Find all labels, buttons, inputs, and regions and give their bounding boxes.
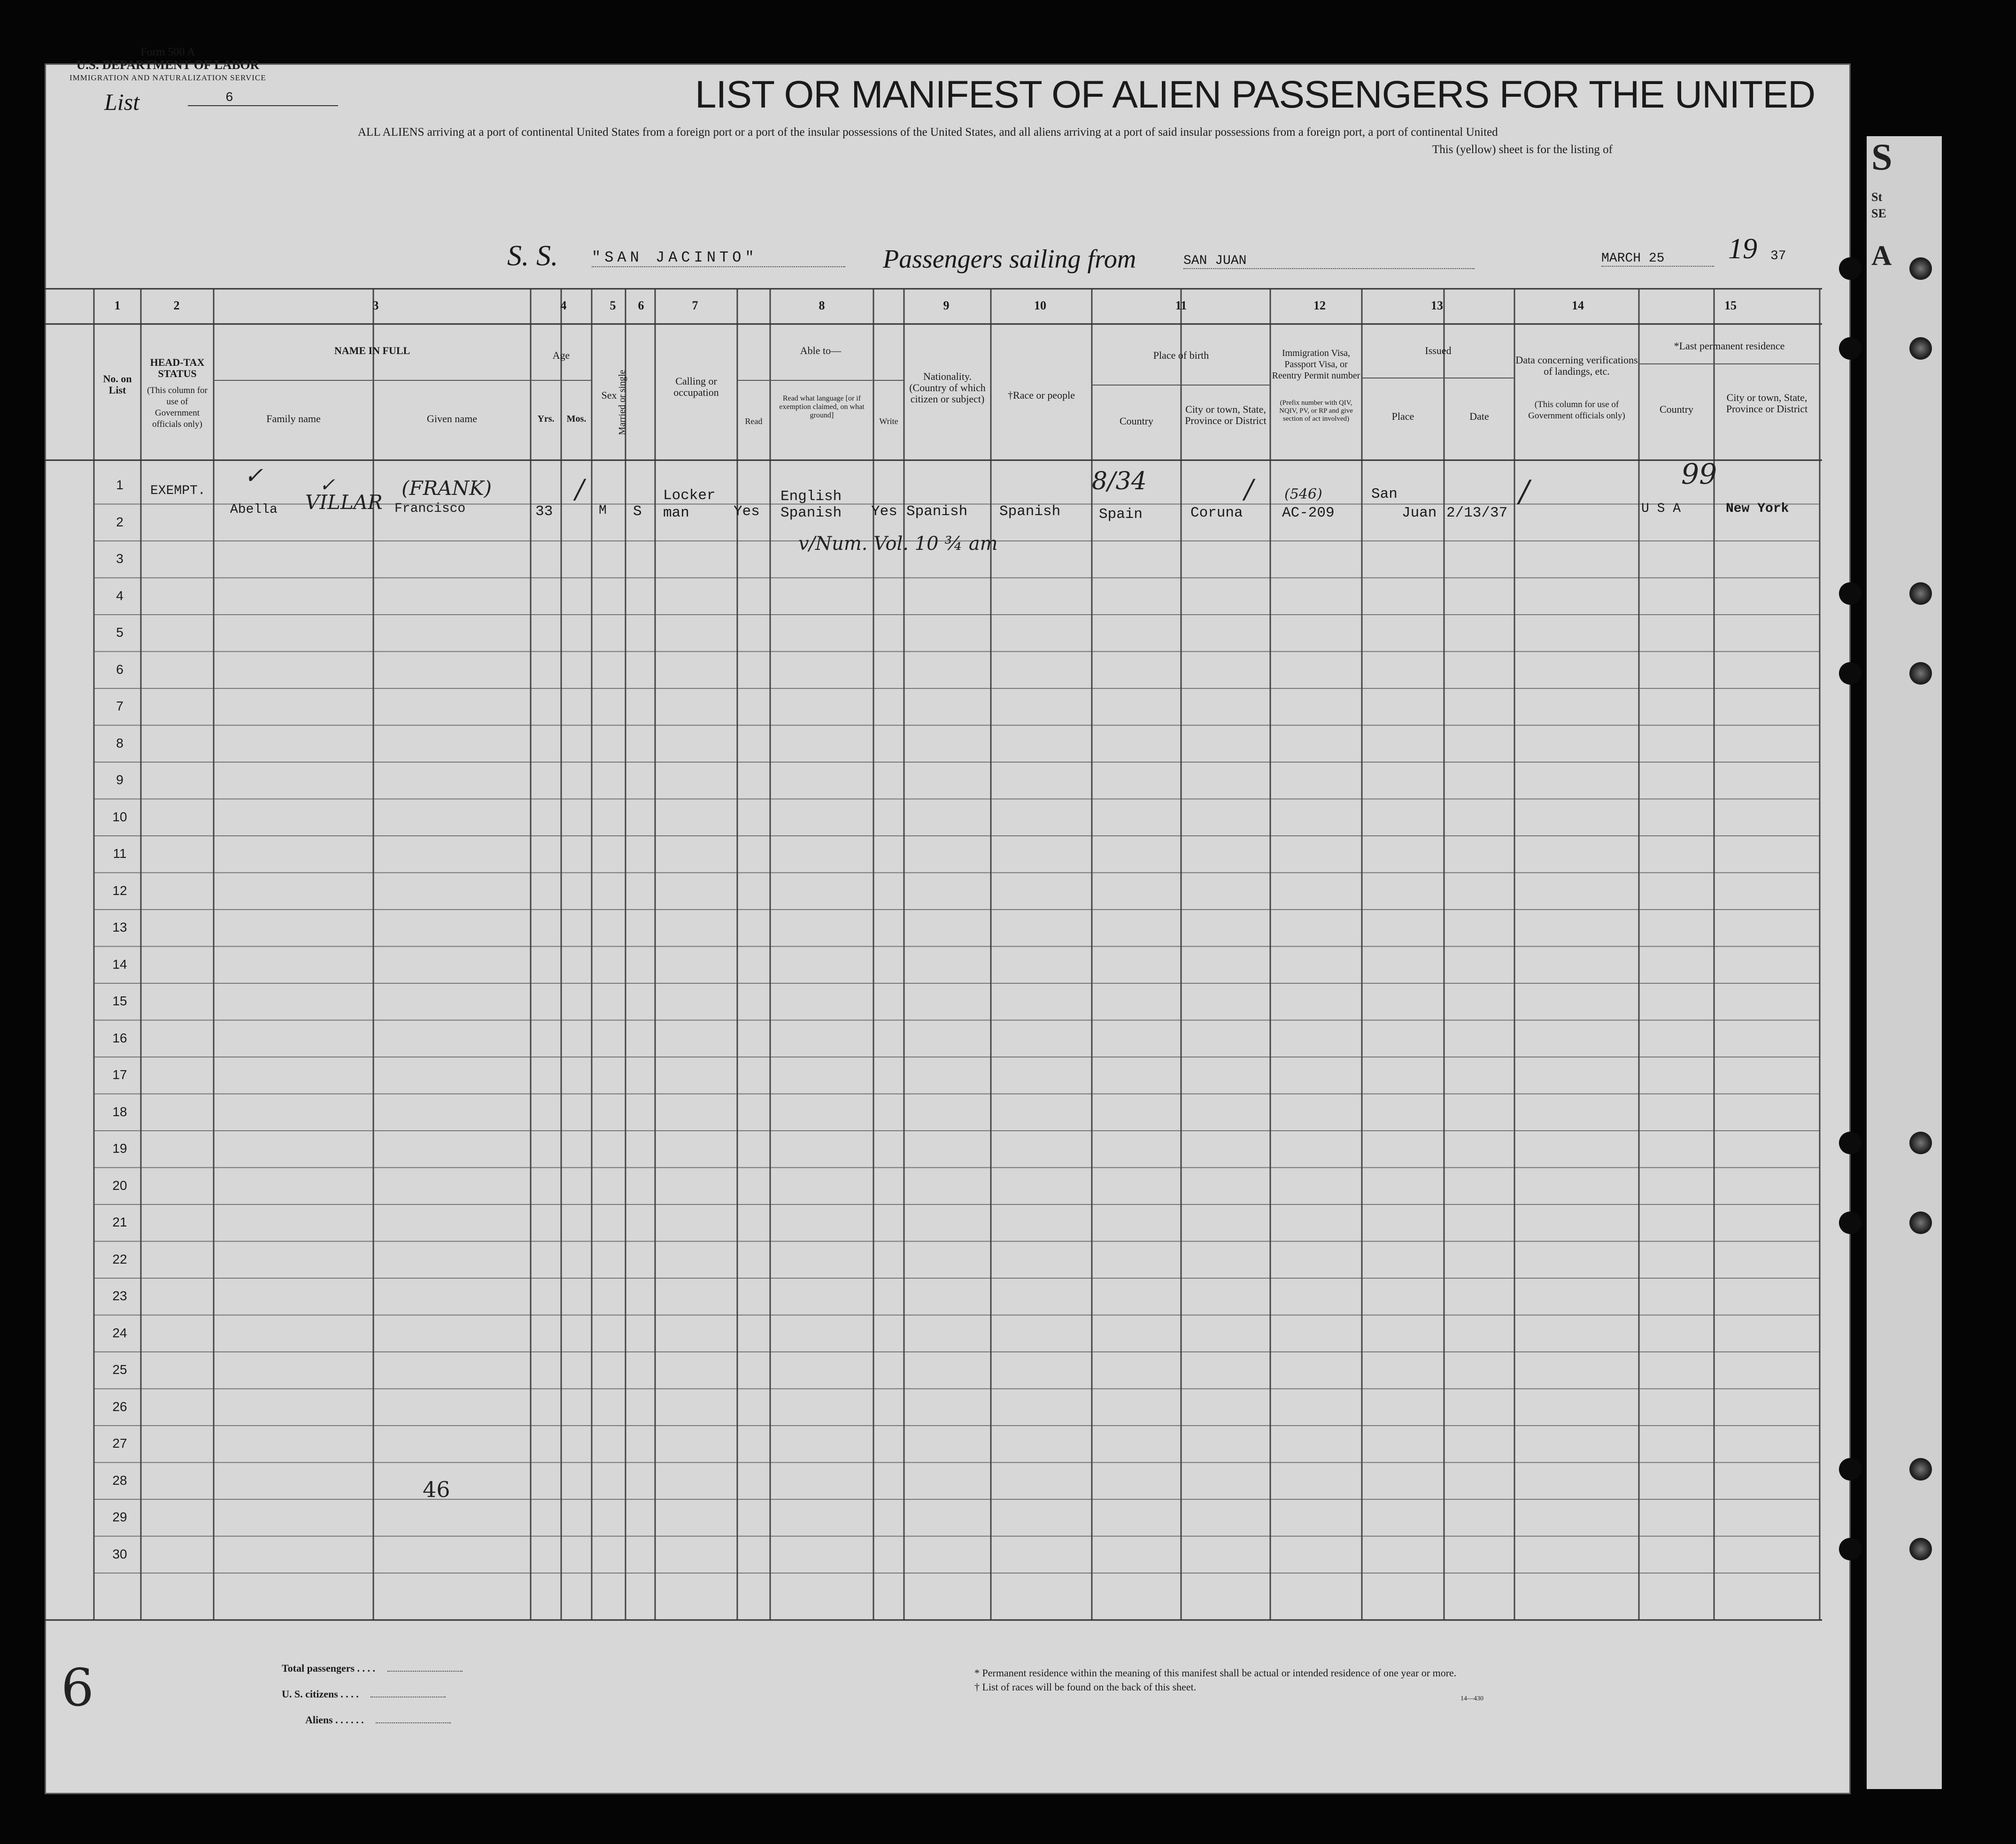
language-2: Spanish	[780, 505, 842, 521]
hdr-married: Married or single	[617, 370, 627, 435]
punch-hole	[1839, 582, 1862, 605]
page-note: 46	[423, 1477, 450, 1502]
col-num-12: 12	[1313, 299, 1326, 312]
punch-hole	[1839, 662, 1862, 685]
residence-city: New York	[1726, 502, 1789, 516]
row-number: 29	[112, 1510, 127, 1524]
check-mark-2: ✓	[319, 474, 335, 496]
row-number: 25	[112, 1362, 127, 1377]
row-number: 22	[112, 1251, 127, 1266]
can-write: Yes	[871, 503, 897, 520]
col-num-4: 4	[560, 299, 567, 312]
row-number: 13	[112, 920, 127, 934]
residence-country: U S A	[1641, 502, 1681, 516]
col-num-6: 6	[638, 299, 644, 312]
hdr-visa: Immigration Visa, Passport Visa, or Reentry Permit number	[1272, 348, 1360, 381]
marital-status: S	[633, 503, 642, 520]
check-mark-1: ✓	[244, 463, 263, 489]
row-number: 1	[116, 478, 124, 492]
hdr-landings: Data concerning verifications of landings, etc.	[1515, 354, 1638, 377]
nationality: Spanish	[906, 503, 968, 520]
punch-hole	[1909, 1458, 1932, 1481]
hdr-res-city: City or town, State, Province or District	[1726, 392, 1808, 415]
hdr-issued-date: Date	[1469, 410, 1489, 422]
row-number: 7	[116, 699, 124, 713]
sailing-date: MARCH 25	[1601, 251, 1714, 267]
punch-hole	[1839, 337, 1862, 360]
row-number: 21	[112, 1215, 127, 1229]
row-number: 12	[112, 883, 127, 898]
row-number: 16	[112, 1030, 127, 1045]
row-number: 9	[116, 772, 124, 787]
hdr-race: †Race or people	[1008, 389, 1075, 401]
row-number: 24	[112, 1325, 127, 1340]
punch-hole	[1909, 1538, 1932, 1560]
margin-mark: 6	[61, 1658, 94, 1718]
ship-name: "SAN JACINTO"	[592, 249, 845, 267]
footer-us-citizens: U. S. citizens . . . .	[282, 1688, 446, 1700]
punch-hole	[1909, 662, 1932, 685]
department: U.S. DEPARTMENT OF LABOR	[76, 58, 259, 72]
hdr-head-tax: HEAD-TAX STATUS	[150, 356, 205, 379]
hdr-yrs: Yrs.	[537, 414, 555, 424]
hdr-family-name: Family name	[266, 413, 321, 424]
handwritten-annotation: v/Num. Vol. 10 ¾ am	[798, 533, 998, 555]
issued-place-1: San	[1371, 486, 1398, 502]
hdr-no-on-list: No. on List	[103, 373, 132, 396]
list-number: 6	[188, 91, 338, 106]
birth-country-handwritten: 8/34	[1092, 467, 1147, 495]
hdr-name-in-full: NAME IN FULL	[334, 345, 410, 356]
row-number: 14	[112, 957, 127, 972]
head-tax-status: EXEMPT.	[150, 484, 206, 498]
row-number: 2	[116, 514, 124, 529]
family-name: Abella	[230, 502, 278, 517]
punch-hole	[1839, 1211, 1862, 1234]
hdr-visa-note: (Prefix number with QIV, NQIV, PV, or RP and give section of act involved)	[1279, 399, 1353, 423]
row-number: 23	[112, 1288, 127, 1303]
hdr-calling: Calling or occupation	[673, 375, 719, 398]
issued-date: 2/13/37	[1446, 505, 1508, 521]
row-number: 30	[112, 1546, 127, 1561]
row-number: 11	[113, 846, 127, 861]
row-number: 18	[112, 1104, 127, 1119]
hdr-age: Age	[552, 349, 570, 361]
col-num-13: 13	[1431, 299, 1443, 312]
subtitle-line-2: This (yellow) sheet is for the listing of	[1432, 143, 1613, 156]
language-1: English	[780, 488, 842, 505]
list-label: List	[104, 89, 140, 115]
punch-hole	[1909, 257, 1932, 280]
race: Spanish	[999, 503, 1061, 520]
hdr-able-to: Able to—	[800, 345, 842, 356]
tick-mark-landings: /	[1519, 474, 1529, 509]
row-number: 15	[112, 994, 127, 1008]
hdr-last-residence: *Last permanent residence	[1674, 340, 1785, 352]
strip-letter-top: S	[1871, 137, 1892, 178]
col-num-5: 5	[610, 299, 616, 312]
hdr-issued: Issued	[1425, 345, 1452, 356]
footer-total-passengers: Total passengers . . . .	[282, 1662, 463, 1674]
footer-note-2: † List of races will be found on the back of this sheet.	[974, 1681, 1197, 1693]
calling-line-1: Locker	[663, 487, 716, 504]
punch-hole	[1839, 1538, 1862, 1560]
hdr-write: Write	[879, 417, 898, 426]
punch-hole	[1909, 337, 1932, 360]
ss-label: S. S.	[507, 240, 558, 272]
row-number: 17	[112, 1067, 127, 1082]
strip-small-1: St	[1871, 190, 1883, 204]
visa-number: AC-209	[1282, 505, 1335, 521]
birth-city: Coruna	[1190, 505, 1243, 521]
service: IMMIGRATION AND NATURALIZATION SERVICE	[70, 73, 266, 82]
given-name-handwritten: (FRANK)	[402, 477, 492, 500]
hdr-landings-note: (This column for use of Government officials only)	[1528, 400, 1625, 421]
hdr-issued-place: Place	[1391, 410, 1414, 422]
punch-hole	[1839, 257, 1862, 280]
footer-code: 14—430	[1460, 1695, 1483, 1702]
given-name: Francisco	[394, 502, 466, 516]
family-name-handwritten: VILLAR	[305, 491, 383, 514]
hdr-sex: Sex	[601, 389, 617, 401]
col-num-11: 11	[1175, 299, 1187, 312]
departure-port: SAN JUAN	[1183, 254, 1475, 269]
birth-country: Spain	[1099, 506, 1143, 523]
col-num-2: 2	[173, 299, 180, 312]
visa-handwritten: (546)	[1284, 486, 1322, 502]
subtitle-line-1: ALL ALIENS arriving at a port of continental United States from a foreign port or a port of the insular possessions of the United States, and all aliens arriving at a port of said insular possessions from a foreign port, a port of continental United	[358, 126, 1498, 139]
issued-place-2: Juan	[1402, 505, 1437, 521]
form-number: Form 500 A	[140, 46, 195, 58]
row-number: 3	[116, 551, 124, 566]
col-num-8: 8	[819, 299, 825, 312]
row-number: 19	[112, 1141, 127, 1156]
hdr-res-country: Country	[1659, 403, 1694, 415]
strip-small-2: SE	[1871, 207, 1886, 220]
punch-hole	[1839, 1132, 1862, 1154]
punch-hole	[1909, 1211, 1932, 1234]
hdr-nationality: Nationality. (Country of which citizen or subject)	[909, 370, 986, 405]
tick-mark-birth: /	[1244, 474, 1253, 505]
punch-hole	[1909, 582, 1932, 605]
hdr-given-name: Given name	[427, 413, 477, 424]
col-num-7: 7	[692, 299, 698, 312]
punch-hole	[1909, 1132, 1932, 1154]
sailing-label: Passengers sailing from	[883, 245, 1136, 274]
col-num-15: 15	[1724, 299, 1737, 312]
col-num-14: 14	[1572, 299, 1584, 312]
punch-hole	[1839, 1458, 1862, 1481]
can-read: Yes	[734, 503, 760, 520]
row-number: 10	[112, 809, 127, 824]
col-num-1: 1	[114, 299, 121, 312]
hdr-mos: Mos.	[566, 414, 587, 424]
tick-mark: /	[575, 474, 584, 505]
hdr-read-language: Read what language [or if exemption claimed, on what ground]	[779, 394, 865, 419]
hdr-birth-country: Country	[1119, 415, 1154, 427]
col-num-3: 3	[372, 299, 379, 312]
residence-handwritten: 99	[1681, 458, 1717, 491]
hdr-head-tax-note: (This column for use of Government officials only)	[147, 386, 208, 429]
row-number: 20	[112, 1178, 127, 1193]
row-number: 26	[112, 1399, 127, 1414]
year-suffix: 37	[1770, 249, 1786, 263]
row-number: 6	[116, 662, 124, 677]
col-num-10: 10	[1034, 299, 1046, 312]
row-number: 4	[116, 588, 124, 603]
row-number: 27	[112, 1436, 127, 1451]
footer-aliens: Aliens . . . . . .	[305, 1714, 451, 1726]
hdr-place-of-birth: Place of birth	[1153, 349, 1209, 361]
sex: M	[599, 503, 607, 518]
row-number: 28	[112, 1473, 127, 1488]
age-years: 33	[535, 503, 553, 520]
strip-letter-mid: A	[1871, 240, 1892, 271]
year-prefix: 19	[1728, 233, 1757, 265]
row-number: 5	[116, 625, 124, 640]
hdr-read: Read	[745, 417, 763, 426]
page-title: LIST OR MANIFEST OF ALIEN PASSENGERS FOR THE UNITED	[695, 73, 1815, 116]
calling-line-2: man	[663, 505, 689, 521]
row-number: 8	[116, 735, 124, 750]
footer-note-1: * Permanent residence within the meaning of this manifest shall be actual or intended residence of one year or more.	[974, 1667, 1457, 1679]
col-num-9: 9	[943, 299, 950, 312]
hdr-birth-city: City or town, State, Province or District	[1185, 403, 1267, 426]
